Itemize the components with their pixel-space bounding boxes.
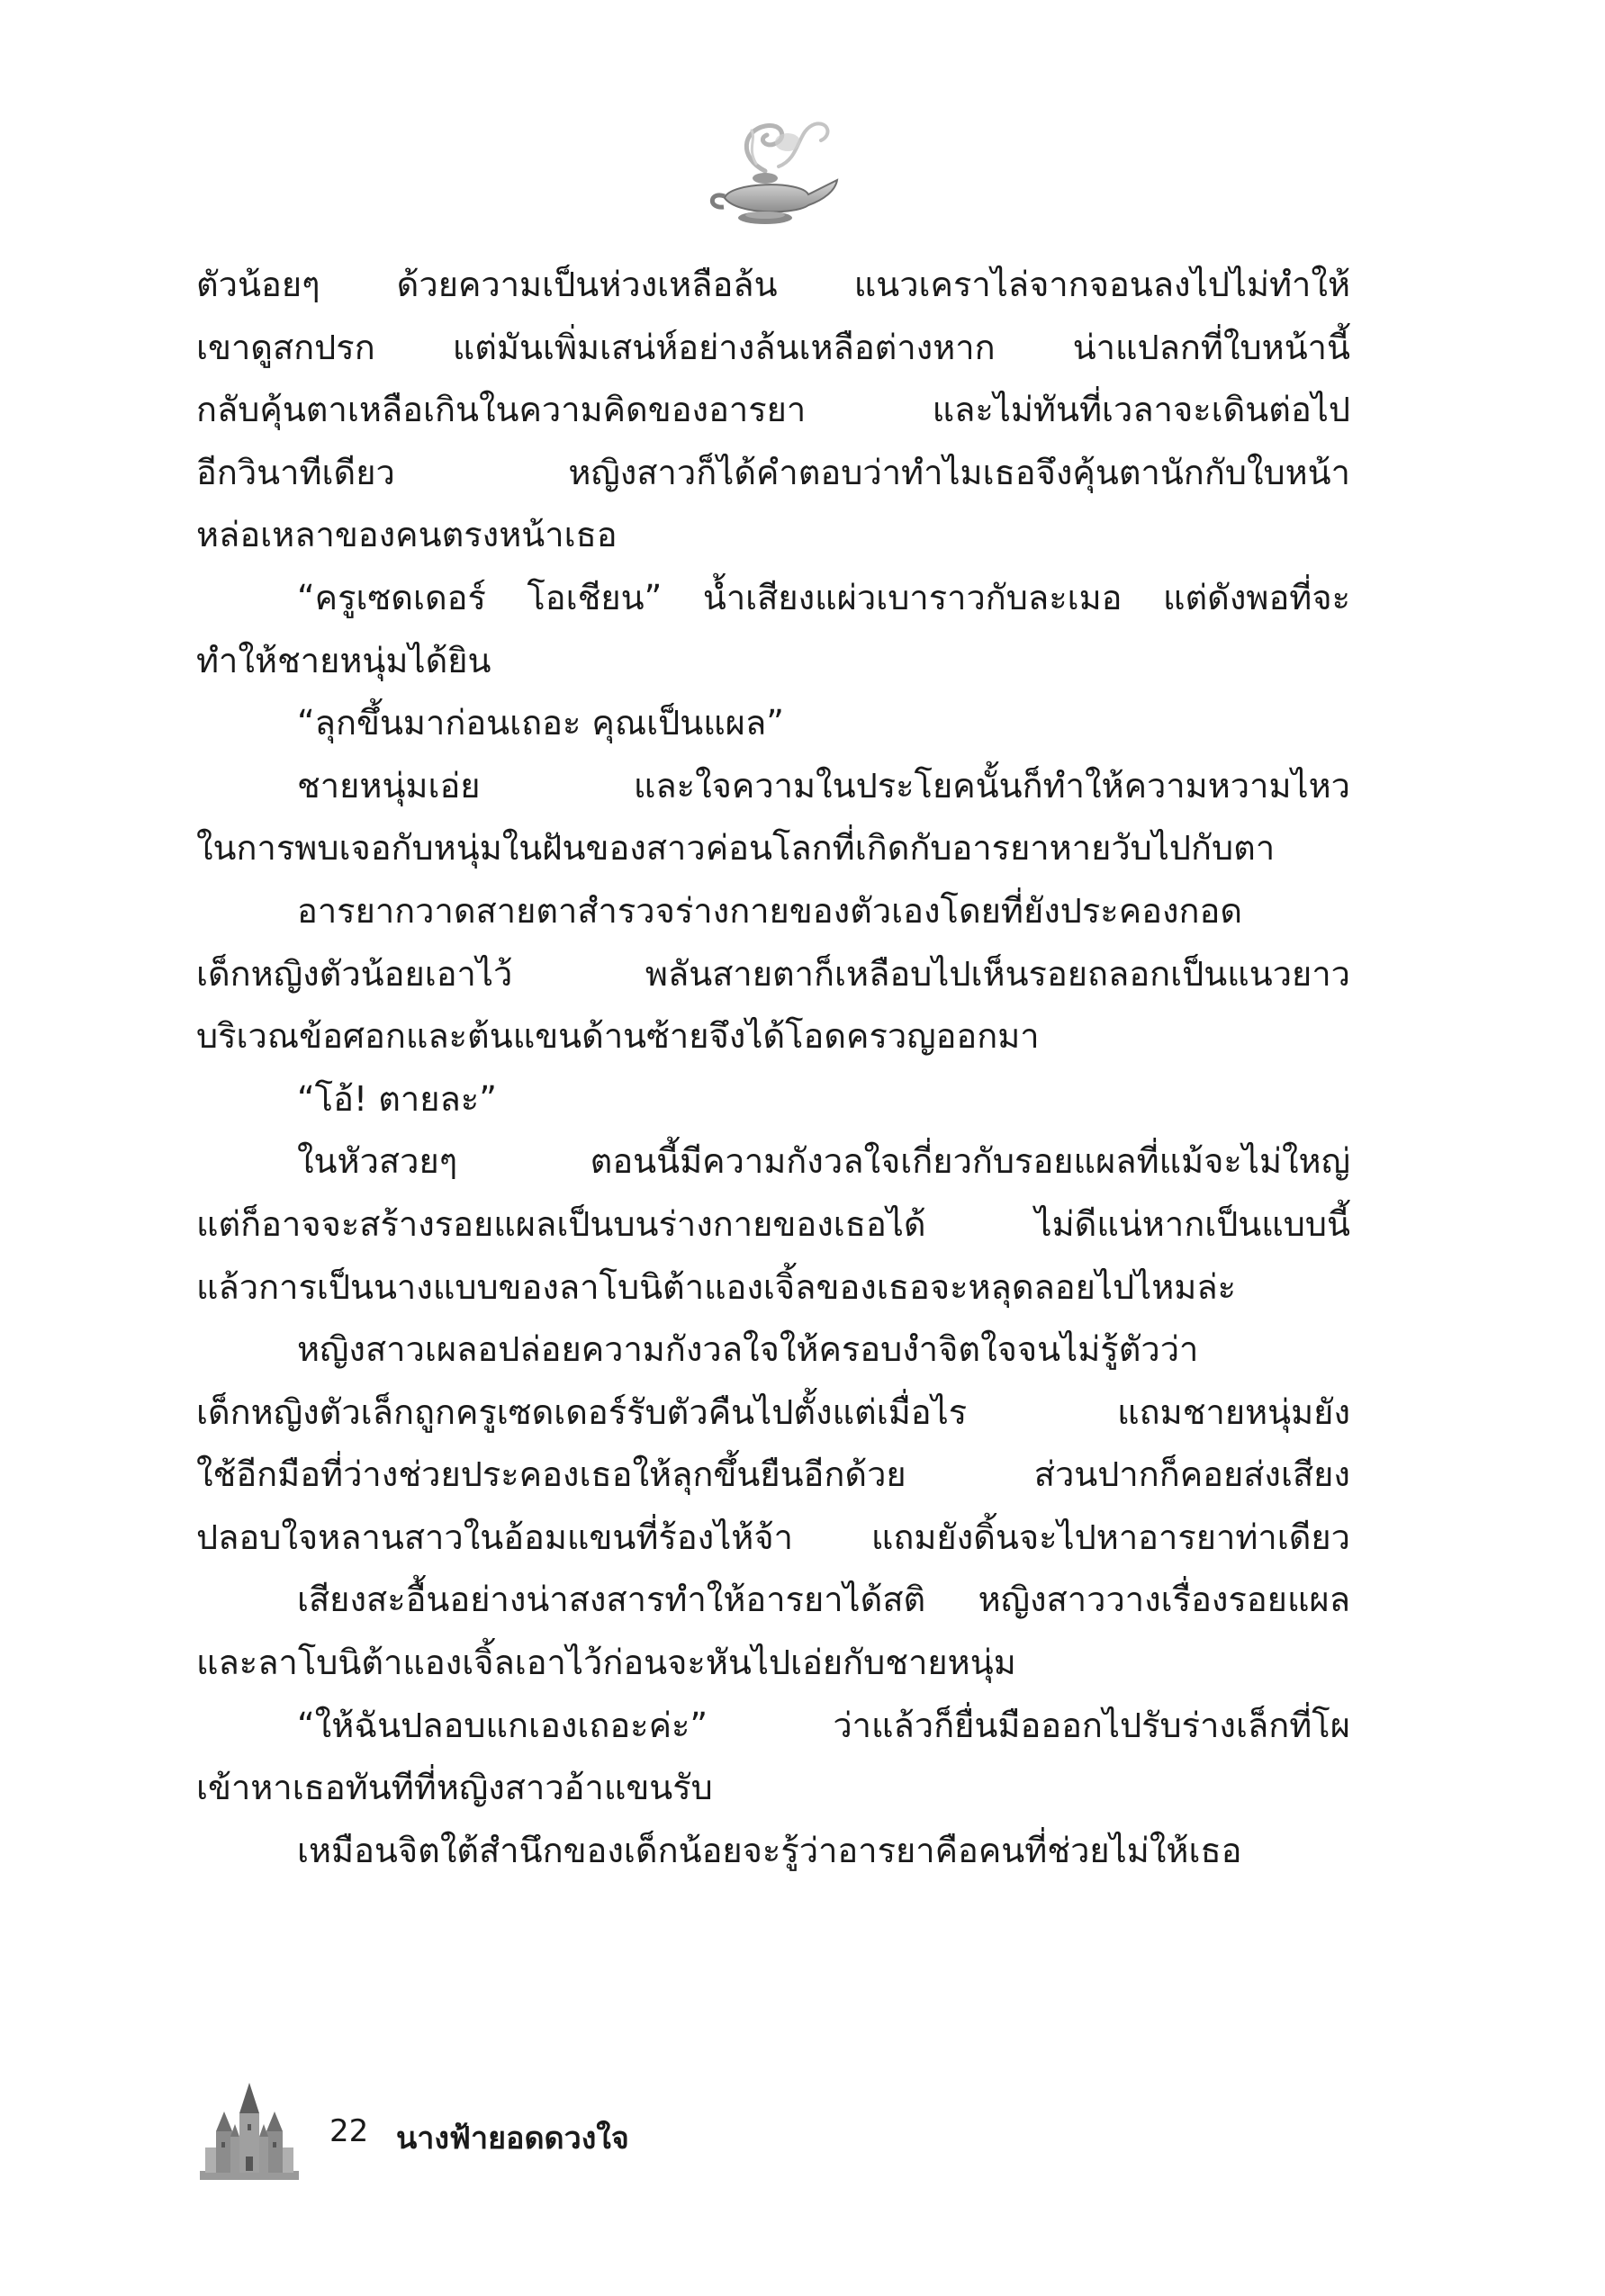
page-number: 22	[329, 2113, 369, 2149]
text-line: กลับคุ้นตาเหลือเกินในความคิดของอารยา และไม่ทันที่เวลาจะเดินต่อไป	[196, 390, 1350, 430]
text-line: ในหัวสวยๆ ตอนนี้มีความกังวลใจเกี่ยวกับรอยแผลที่แม้จะไม่ใหญ่	[297, 1141, 1350, 1182]
text-line: หล่อเหลาของคนตรงหน้าเธอ	[196, 515, 618, 555]
text-line: ตัวน้อยๆ ด้วยความเป็นห่วงเหลือล้น แนวเคราไล่จากจอนลงไปไม่ทำให้	[196, 265, 1350, 304]
text-line: ทำให้ชายหนุ่มได้ยิน	[196, 640, 491, 680]
text-line: เขาดูสกปรก แต่มันเพิ่มเสน่ห์อย่างล้นเหลือต่างหาก น่าแปลกที่ใบหน้านี้	[196, 327, 1350, 367]
text-line: “โอ้! ตายละ”	[297, 1078, 497, 1119]
book-title: นางฟ้ายอดดวงใจ	[396, 2120, 629, 2156]
text-line: ปลอบใจหลานสาวในอ้อมแขนที่ร้องไห้จ้า แถมยังดิ้นจะไปหาอารยาท่าเดียว	[196, 1517, 1350, 1557]
text-line: ในการพบเจอกับหนุ่มในฝันของสาวค่อนโลกที่เกิดกับอารยาหายวับไปกับตา	[196, 828, 1276, 869]
text-line: แล้วการเป็นนางแบบของลาโบนิต้าแองเจิ้ลของเธอจะหลุดลอยไปไหมล่ะ	[196, 1266, 1237, 1307]
text-line: เสียงสะอื้นอย่างน่าสงสารทำให้อารยาได้สติ หญิงสาววางเรื่องรอยแผล	[297, 1580, 1350, 1620]
text-line: และลาโบนิต้าแองเจิ้ลเอาไว้ก่อนจะหันไปเอ่ยกับชายหนุ่ม	[196, 1643, 1016, 1683]
text-line: หญิงสาวเผลอปล่อยความกังวลใจให้ครอบงำจิตใจจนไม่รู้ตัวว่า	[297, 1329, 1199, 1370]
text-line: เด็กหญิงตัวเล็กถูกครูเซดเดอร์รับตัวคืนไปตั้งแต่เมื่อไร แถมชายหนุ่มยัง	[196, 1391, 1350, 1432]
text-line: “ครูเซดเดอร์ โอเชียน” น้ำเสียงแผ่วเบาราวกับละเมอ แต่ดังพอที่จะ	[297, 577, 1350, 617]
text-line: เด็กหญิงตัวน้อยเอาไว้ พลันสายตาก็เหลือบไปเห็นรอยถลอกเป็นแนวยาว	[196, 953, 1350, 994]
page-footer	[196, 2077, 826, 2182]
body-text	[196, 254, 1350, 1882]
text-line: “ให้ฉันปลอบแกเองเถอะค่ะ” ว่าแล้วก็ยื่นมือออกไปรับร่างเล็กที่โผ	[297, 1705, 1350, 1745]
text-line: “ลุกขึ้นมาก่อนเถอะ คุณเป็นแผล”	[297, 703, 784, 743]
text-line: เข้าหาเธอทันทีที่หญิงสาวอ้าแขนรับ	[196, 1768, 713, 1808]
text-line: ชายหนุ่มเอ่ย และใจความในประโยคนั้นก็ทำให้ความหวามไหว	[297, 765, 1350, 806]
text-line: อารยากวาดสายตาสำรวจร่างกายของตัวเองโดยที่ยังประคองกอด	[297, 890, 1243, 931]
text-line: บริเวณข้อศอกและต้นแขนด้านซ้ายจึงได้โอดครวญออกมา	[196, 1016, 1040, 1057]
castle-icon	[196, 2077, 302, 2182]
text-line: แต่ก็อาจจะสร้างรอยแผลเป็นบนร่างกายของเธอได้ ไม่ดีแน่หากเป็นแบบนี้	[196, 1203, 1350, 1244]
genie-lamp-icon	[702, 108, 842, 239]
text-line: ใช้อีกมือที่ว่างช่วยประคองเธอให้ลุกขึ้นยืนอีกด้วย ส่วนปากก็คอยส่งเสียง	[196, 1454, 1350, 1495]
text-line: เหมือนจิตใต้สำนึกของเด็กน้อยจะรู้ว่าอารยาคือคนที่ช่วยไม่ให้เธอ	[297, 1830, 1242, 1870]
text-line: อีกวินาทีเดียว หญิงสาวก็ได้คำตอบว่าทำไมเธอจึงคุ้นตานักกับใบหน้า	[196, 452, 1350, 492]
